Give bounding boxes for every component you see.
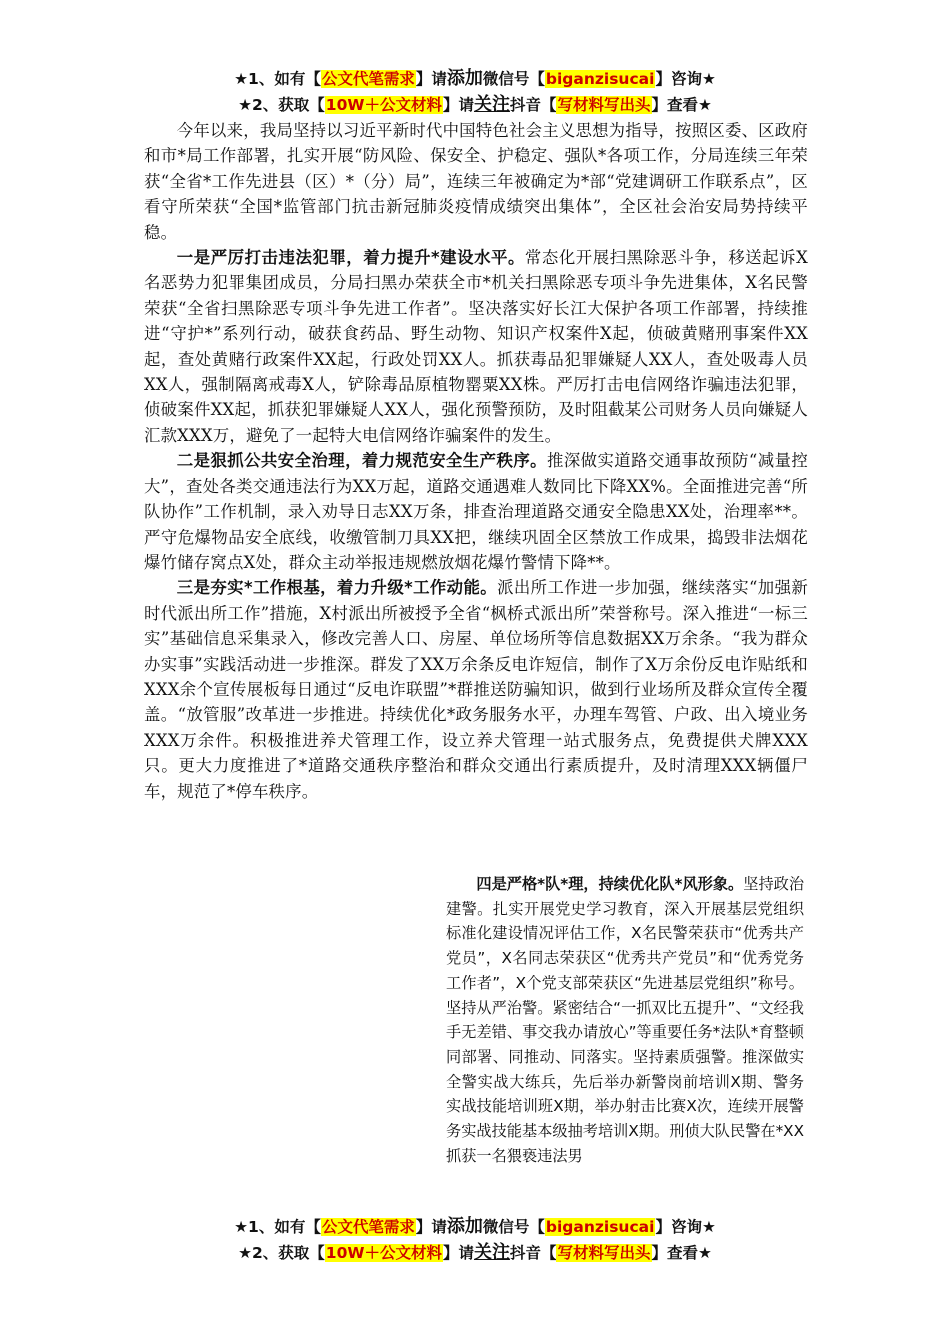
footer-banner (0, 1214, 950, 1266)
section-1-heading: 一是严厉打击违法犯罪，着力提升*建设水平。 (176, 248, 525, 268)
document-body (144, 118, 808, 804)
highlight-douyin-id: 写材料写出头 (557, 96, 651, 114)
section-2-paragraph: 二是狠抓公共安全治理，着力规范安全生产秩序。推深做实道路交通事故预防“减量控大”，查处各类交通违法行为XX万起，道路交通遇难人数同比下降XX%。全面推进完善“所队协作”工作机制，录入劝导日志XX万条，排查治理道路交通安全隐患XX处，治理率**。严守危爆物品安全底线，收缴管制刀具XX把，继续巩固全区禁放工作成果，捣毁非法烟花爆竹储存窝点X处，群众主动举报违规燃放烟花爆竹警情下降**。 (144, 451, 808, 572)
section-4-heading: 四是严格*队*理，持续优化队*风形象。 (476, 875, 744, 893)
footer-highlight-wechat-id: biganzisucai (545, 1218, 655, 1236)
footer-highlight-douyin-id: 写材料写出头 (557, 1244, 651, 1262)
highlight-wechat-id: biganzisucai (545, 70, 655, 88)
intro-paragraph: 今年以来，我局坚持以习近平新时代中国特色社会主义思想为指导，按照区委、区政府和市*局工作部署，扎实开展“防风险、保安全、护稳定、强队*各项工作，分局连续三年荣获“全省*工作先进县（区）*（分）局”，连续三年被确定为*部“党建调研工作联系点”，区看守所荣获“全国*监管部门抗击新冠肺炎疫情成绩突出集体”，全区社会治安局势持续平稳。 (144, 121, 808, 242)
highlight-ghostwriting: 公文代笔需求 (321, 70, 415, 88)
header-banner (0, 66, 950, 118)
banner-line-1: ★1、如有【公文代笔需求】请添加微信号【biganzisucai】咨询★ (234, 68, 716, 89)
section-3-heading: 三是夯实*工作根基，着力升级*工作动能。 (176, 578, 498, 598)
section-4-paragraph: 四是严格*队*理，持续优化队*风形象。坚持政治建警。扎实开展党史学习教育，深入开展基层党组织标准化建设情况评估工作，X名民警荣获市“优秀共产党员”，X名同志荣获区“优秀共产党员”和“优秀党务工作者”，X个党支部荣获区“先进基层党组织”称号。坚持从严治警。紧密结合“一抓双比五提升”、“文经我手无差错、事交我办请放心”等重要任务*法队*育整顿同部署、同推动、同落实。坚持素质强警。推深做实全警实战大练兵，先后举办新警岗前培训X期、警务实战技能培训班X期，举办射击比赛X次，连续开展警务实战技能基本级抽考培训X期。刑侦大队民警在*XX抓获一名猥亵违法男 (446, 875, 805, 1165)
highlight-materials: 10W＋公文材料 (325, 96, 442, 114)
footer-highlight-materials: 10W＋公文材料 (325, 1244, 442, 1262)
section-3-paragraph: 三是夯实*工作根基，着力升级*工作动能。派出所工作进一步加强，继续落实“加强新时代派出所工作”措施，X村派出所被授予全省“枫桥式派出所”荣誉称号。深入推进“一标三实”基础信息采集录入，修改完善人口、房屋、单位场所等信息数据XX万余条。“我为群众办实事”实践活动进一步推深。群发了XX万余条反电诈短信，制作了X万余份反电诈贴纸和XXX余个宣传展板每日通过“反电诈联盟”*群推送防骗知识，做到行业场所及群众宣传全覆盖。“放管服”改革进一步推进。持续优化*政务服务水平，办理车驾管、户政、出入境业务XXX万余件。积极推进养犬管理工作，设立养犬管理一站式服务点，免费提供犬牌XXX只。更大力度推进了*道路交通秩序整治和群众交通出行素质提升，及时清理XXX辆僵尸车，规范了*停车秩序。 (144, 578, 808, 801)
footer-line-1: ★1、如有【公文代笔需求】请添加微信号【biganzisucai】咨询★ (234, 1216, 716, 1237)
footer-highlight-ghostwriting: 公文代笔需求 (321, 1218, 415, 1236)
document-body-narrow (446, 872, 804, 1168)
footer-line-2: ★2、获取【10W＋公文材料】请关注抖音【写材料写出头】查看★ (238, 1242, 712, 1263)
banner-line-2: ★2、获取【10W＋公文材料】请关注抖音【写材料写出头】查看★ (238, 94, 712, 115)
section-2-heading: 二是狠抓公共安全治理，着力规范安全生产秩序。 (176, 451, 547, 471)
section-1-paragraph: 一是严厉打击违法犯罪，着力提升*建设水平。常态化开展扫黑除恶斗争，移送起诉X名恶势力犯罪集团成员，分局扫黑办荣获全市*机关扫黑除恶专项斗争先进集体，X名民警荣获“全省扫黑除恶专项斗争先进工作者”。坚决落实好长江大保护各项工作部署，持续推进“守护*”系列行动，破获食药品、野生动物、知识产权案件X起，侦破黄赌刑事案件XX起，查处黄赌行政案件XX起，行政处罚XX人。抓获毒品犯罪嫌疑人XX人，查处吸毒人员XX人，强制隔离戒毒X人，铲除毒品原植物罂粟XX株。严厉打击电信网络诈骗违法犯罪，侦破案件XX起，抓获犯罪嫌疑人XX人，强化预警预防，及时阻截某公司财务人员向嫌疑人汇款XXX万，避免了一起特大电信网络诈骗案件的发生。 (144, 248, 808, 445)
